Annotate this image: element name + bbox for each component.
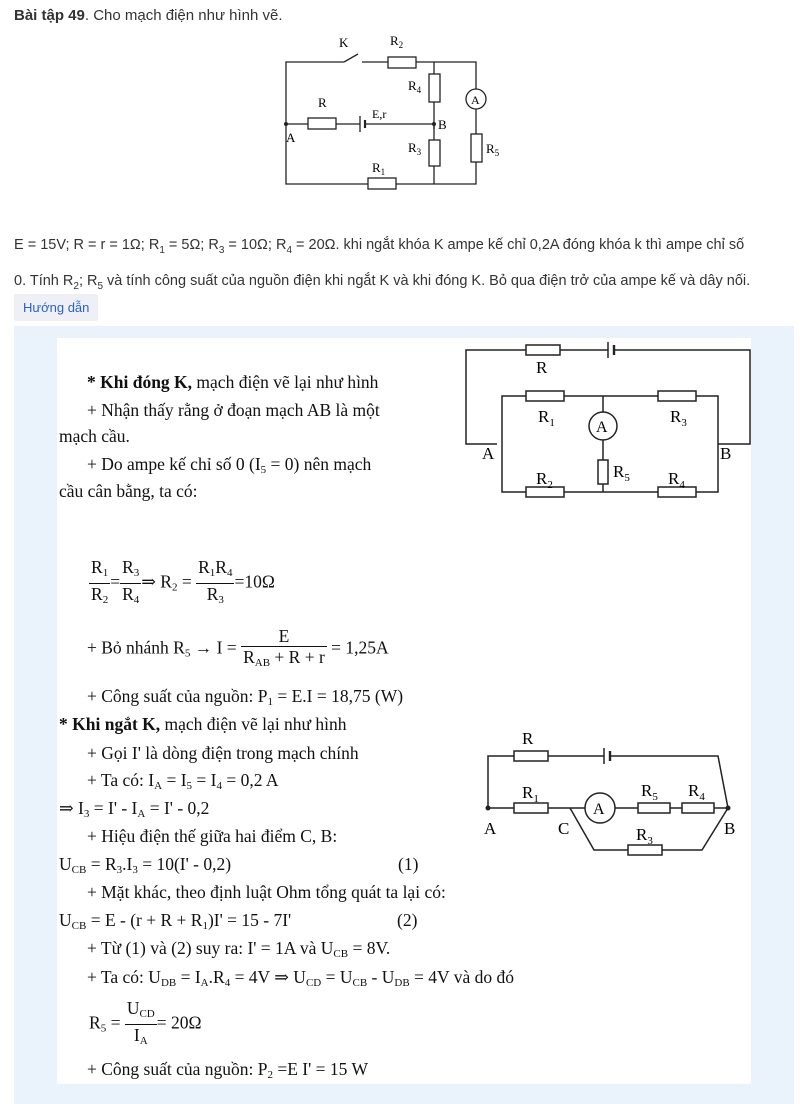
fig2-r3-label: $R_3$ xyxy=(670,407,687,429)
solution-line: + Ta có: $I_A = I_5 = I_4 = 0,2$ A xyxy=(87,770,279,792)
power-equation-1: + Công suất của nguồn: $P_1 = E.I = 18,75$ (W) xyxy=(87,686,404,708)
solution-line: $U_{CB} = E - (r + R + R_1)I' = 15 - 7I'$ xyxy=(59,910,292,932)
r5-equation: $R_5$ = $\frac{U_{CD}}{I_A}$ = 20Ω xyxy=(89,998,202,1047)
fig3-ammeter-label: A xyxy=(593,801,605,818)
solution-line: + Do ampe kế chỉ số 0 $(I_5 = 0)$ nên mạch xyxy=(87,454,372,476)
equation-tag-2: (2) xyxy=(397,910,418,930)
fig1-r4-label: $R_4$ xyxy=(408,78,422,95)
solution-line: $U_{CB} = R_3.I_3 = 10(I' - 0,2)$ xyxy=(59,854,232,876)
fig3-node-b: B xyxy=(724,819,736,838)
fig1-r2-label: $R_2$ xyxy=(390,33,404,50)
fig1-source-label: E,r xyxy=(372,107,387,121)
fig2-node-b: B xyxy=(720,444,732,463)
fig1-node-b: B xyxy=(438,117,447,132)
fig2-r-label: R xyxy=(536,358,548,377)
circuit-diagram-closed xyxy=(462,340,754,510)
solution-line: + Hiệu điện thế giữa hai điểm C, B: xyxy=(87,826,338,846)
fig1-ammeter-label: A xyxy=(471,93,480,107)
guide-button[interactable]: Hướng dẫn xyxy=(14,294,98,321)
fig3-r3-label: $R_3$ xyxy=(636,825,653,847)
fig1-r1-label: $R_1$ xyxy=(372,160,386,177)
fig1-r3-label: $R_3$ xyxy=(408,140,422,157)
fig3-node-a: A xyxy=(484,819,497,838)
exercise-number: Bài tập 49 xyxy=(14,7,85,24)
solution-closed-heading: * Khi đóng K, mạch điện vẽ lại như hình xyxy=(87,372,379,392)
fig2-r5-label: $R_5$ xyxy=(613,462,630,484)
problem-statement xyxy=(14,230,790,302)
solution-line: cầu cân bằng, ta có: xyxy=(59,481,198,501)
solution-line: + Gọi I' là dòng điện trong mạch chính xyxy=(87,743,359,763)
circuit-diagram-open xyxy=(478,722,748,864)
solution-line: mạch cầu. xyxy=(59,426,130,446)
fig3-r-label: R xyxy=(522,729,534,748)
problem-line-2: 0. Tính $R_2$; $R_5$ và tính công suất của nguồn điện khi ngắt K và khi đóng K. Bỏ qua điện trở của ampe kế và dây nối. xyxy=(14,272,751,292)
current-equation: + Bỏ nhánh $R_5 \to I$ = $\frac{E}{R_{AB} + R + r}$ = 1,25A xyxy=(87,626,389,669)
fig1-r-label: R xyxy=(318,95,327,110)
solution-line: + Mặt khác, theo định luật Ohm tổng quát ta lại có: xyxy=(87,882,446,902)
fig3-r4-label: $R_4$ xyxy=(688,781,705,803)
fig1-switch-label: K xyxy=(339,35,349,50)
fig2-node-a: A xyxy=(482,444,495,463)
exercise-title xyxy=(14,6,283,26)
fig1-r5-label: $R_5$ xyxy=(486,141,500,158)
exercise-intro: . Cho mạch điện như hình vẽ. xyxy=(84,7,283,24)
fig3-r1-label: $R_1$ xyxy=(522,783,539,805)
fig3-r5-label: $R_5$ xyxy=(641,781,658,803)
fig2-r2-label: $R_2$ xyxy=(536,469,553,491)
solution-line: + Ta có: $U_{DB} = I_A.R_4 = 4V$ ⇒ $U_{CD} = U_{CB} - U_{DB} = 4V$ và do đó xyxy=(87,967,515,989)
solution-line: ⇒ $I_3 = I' - I_A = I' - 0,2$ xyxy=(59,798,210,820)
balance-equation: $\frac{R_1}{R_2}$ = $\frac{R_3}{R_4}$ ⇒ $R_2$ = $\frac{R_1R_4}{R_3}$ =10Ω xyxy=(91,557,275,606)
equation-tag-1: (1) xyxy=(398,854,419,874)
fig2-ammeter-label: A xyxy=(596,419,608,436)
solution-open-heading: * Khi ngắt K, mạch điện vẽ lại như hình xyxy=(59,714,347,734)
fig3-node-c: C xyxy=(558,819,570,838)
solution-line: + Từ (1) và (2) suy ra: I' = 1A và $U_{CB} = 8V$. xyxy=(87,938,391,960)
fig2-r4-label: $R_4$ xyxy=(668,469,685,491)
fig1-node-a: A xyxy=(286,130,296,145)
fig2-r1-label: $R_1$ xyxy=(538,407,555,429)
power-equation-2: + Công suất của nguồn: $P_2 =E$ I' = 15 W xyxy=(87,1059,368,1081)
solution-line: + Nhận thấy rằng ở đoạn mạch AB là một xyxy=(87,400,380,420)
circuit-diagram-original xyxy=(276,32,516,194)
problem-line-1: E = 15V; R = r = 1Ω; $R_1 = 5\Omega$; $R_3 = 10\Omega$; $R_4 = 20\Omega$. khi ngắt khóa K ampe kế chỉ 0,2A đóng khóa k thì ampe chỉ số xyxy=(14,237,745,256)
